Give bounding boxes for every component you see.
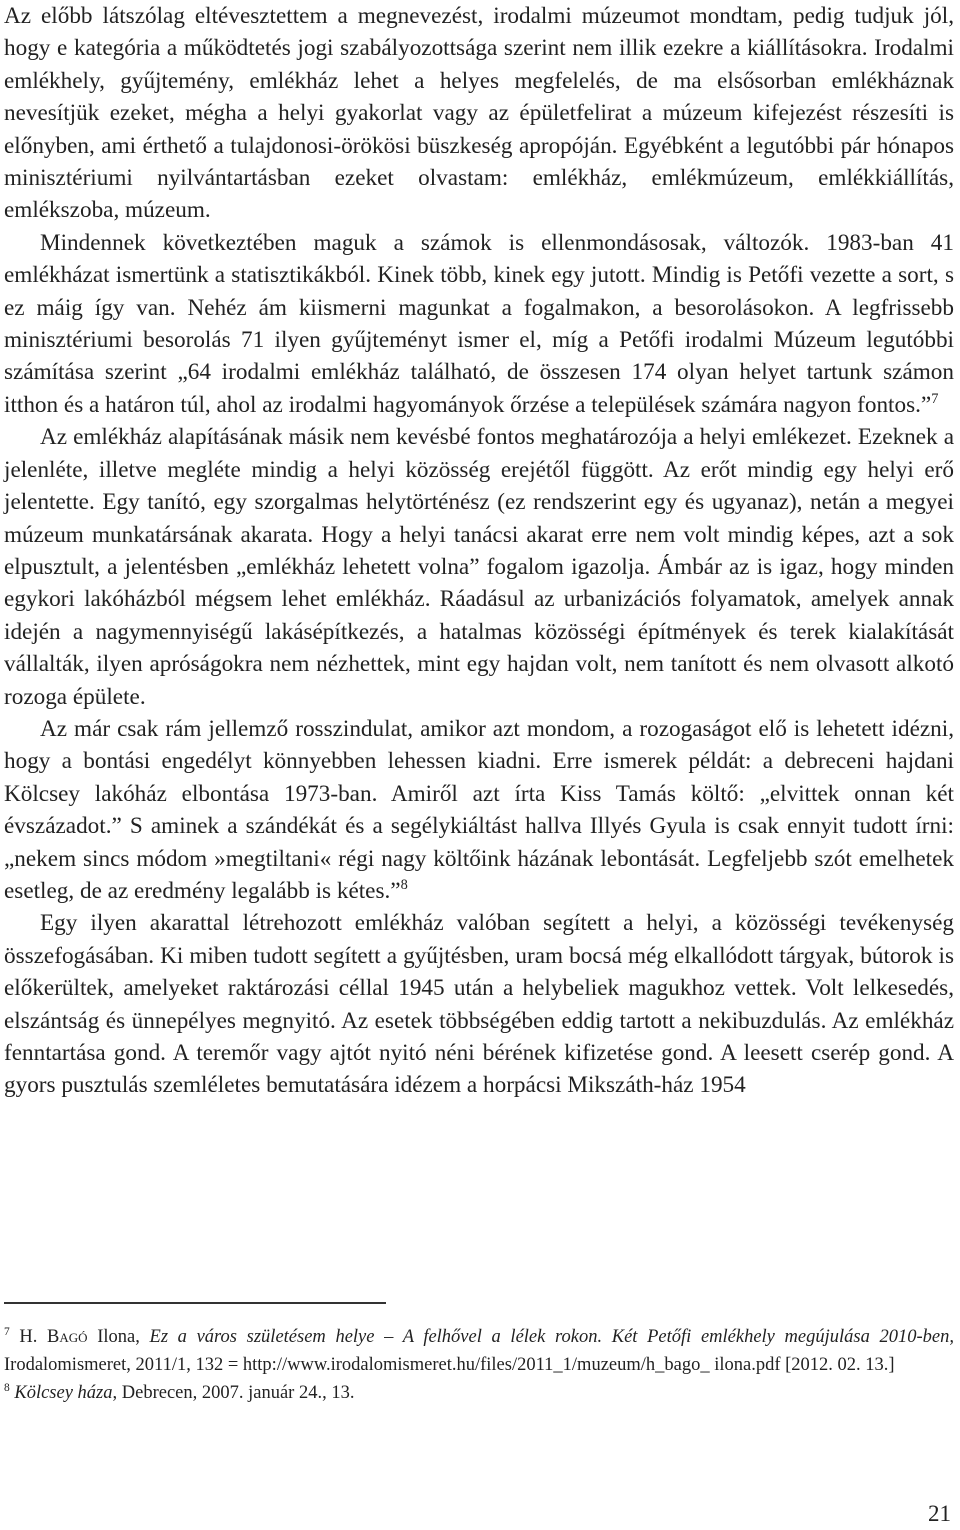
page-number: 21 [928, 1501, 951, 1526]
paragraph-5-text: Egy ilyen akarattal létrehozott emlékház valóban segített a helyi, a közösségi tevékenység összefogásában. Ki miben tudott segített a gyűjtésben, uram bocsá még elkallódott tárgyak, bútorok is előkerültek, amelyeket raktározási céllal 1945 után a helybeliek magukhoz vettek. Volt lelkesedés, elszántság és ünnepélyes megnyitó. Az esetek többségében eddig tartott a nekibuzdulás. Az emlékház fenntartása gond. A teremőr vagy ajtót nyitó néni bérének kifizetése gond. A leesett cserép gond. A gyors pusztulás szemléletes bemutatására idézem a horpácsi Mikszáth-ház 1954 [4, 910, 954, 1099]
footnote-7-marker: 7 [4, 1325, 10, 1338]
footnote-8-marker: 8 [4, 1381, 10, 1394]
paragraph-1-text: Az előbb látszólag eltévesztettem a megnevezést, irodalmi múzeumot mondtam, pedig tudjuk jól, hogy e kategória a működtetés jogi szabályozottsága szerint nem illik ezekre a kiállításokra. Irodalmi emlékhely, gyűjtemény, emlékház lehet a helyes megfelelés, de ma elsősorban emlékháznak nevesítjük ezeket, mégha a helyi gyakorlat vagy az épületfelirat a múzeum kifejezést részesíti is előnyben, ami érthető a tulajdonosi-örökösi büszkeség apropóján. Egyébként a legutóbbi pár hónapos minisztériumi nyilvántartásban ezeket olvastam: emlékház, emlékmúzeum, emlékkiállítás, emlékszoba, múzeum. [4, 3, 954, 224]
footnotes [4, 1323, 954, 1407]
footnote-7-author-rest: Ilona, [87, 1327, 150, 1347]
footnote-ref-8[interactable]: 8 [400, 877, 408, 894]
footnote-8-source: , Debrecen, 2007. január 24., 13. [112, 1383, 355, 1403]
footnote-7-title: Ez a város születésem helye – A felhővel a lélek rokon. Két Petőfi emlékhely megújulása 2010-ben, [149, 1327, 955, 1347]
paragraph-2-text: Mindennek következtében maguk a számok is ellenmondásosak, változók. 1983-ban 41 emlékházat ismertünk a statisztikákból. Kinek több, kinek egy jutott. Mindig is Petőfi vezette a sort, s ez máig így van. Nehéz ám kiismerni magunkat a fogalmakon, a besorolásokon. A legfrissebb minisztériumi besorolás 71 ilyen gyűjteményt ismer el, míg a Petőfi irodalmi Múzeum legutóbbi számítása szerint „64 irodalmi emlékház található, de összesen 174 olyan helyet tartunk számon itthon és a határon túl, ahol az irodalmi hagyományok őrzése a települések számára nagyon fontos.” [4, 229, 954, 418]
paragraph-5 [4, 907, 954, 1101]
paragraph-4 [4, 713, 954, 907]
footnote-ref-7[interactable]: 7 [931, 390, 939, 407]
paragraph-3 [4, 421, 954, 713]
footnote-8-title: Kölcsey háza [14, 1383, 113, 1403]
paragraph-1 [4, 0, 954, 227]
paragraph-4-text: Az már csak rám jellemző rosszindulat, amikor azt mondom, a rozogaságot elő is lehetett idézni, hogy a bontási engedélyt könnyebben lehessen kiadni. Erre ismerek példát: a debreceni hajdani Kölcsey lakóház elbontása 1973-ban. Amiről azt írta Kiss Tamás költő: „elvittek onnan két évszázadot.” S aminek a szándékát és a segélykiáltást hallva Illyés Gyula is csak ennyit tudott írni: „nekem sincs módom »megtiltani« régi nagy költőink házának lebontását. Legfeljebb szót emelhetek esetleg, de az eredmény legalább is kétes.” [4, 715, 954, 904]
paragraph-2 [4, 227, 954, 421]
footnote-7 [4, 1323, 954, 1379]
body-text [4, 0, 954, 1102]
footnote-separator [4, 1302, 386, 1304]
footnote-8 [4, 1379, 954, 1407]
footnote-7-author-initial: H. B [19, 1327, 60, 1347]
paragraph-3-text: Az emlékház alapításának másik nem kevésbé fontos meghatározója a helyi emlékezet. Ezeknek a jelenléte, illetve megléte mindig a helyi közösség erejétől függött. Az erőt mindig egy helyi erő jelentette. Egy tanító, egy szorgalmas helytörténész (ez rendszerint egy és ugyanaz), netán a megyei múzeum munkatársának akarata. Hogy a helyi tanácsi akarat erre nem volt mindig képes, azt a sok elpusztult, a jelentésben „emlékház lehetett volna” fogalom igazolja. Ámbár az is igaz, hogy minden egykori lakóházból mégsem lehet emlékház. Ráadásul az urbanizációs folyamatok, amelyek annak idején a nagymennyiségű lakásépítkezés, a hatalmas közösségi építmények és terek kialakítását vállalták, ilyen apróságokra nem nézhettek, mint egy hajdan volt, nem tanított és nem olvasott alkotó rozoga épülete. [4, 424, 954, 710]
footnote-7-author-smallcaps: agó [59, 1327, 88, 1347]
footnote-7-source[interactable]: Irodalomismeret, 2011/1, 132 = http://www.irodalomismeret.hu/files/2011_1/muzeum/h_bago_ ilona.pdf [2012. 02. 13.] [4, 1355, 895, 1375]
